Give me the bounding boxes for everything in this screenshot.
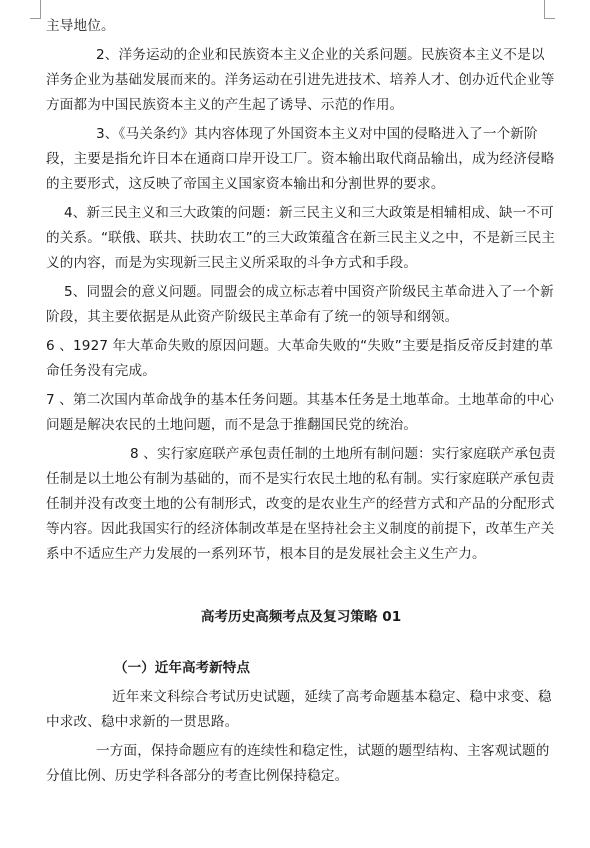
subsection-title: （一）近年高考新特点 xyxy=(114,660,250,676)
paragraph-continuation: 主导地位。 xyxy=(46,18,115,34)
paragraph-item-8: 8 、实行家庭联产承包责任制的土地所有制问题：实行家庭联产承包责任制是以土地公有制为基础的，而不是实行农民土地的私有制。实行家庭联产承包责任制并没有改变土地的公有制形式，改变的是农业生产的经营方式和产品的分配形式等内容。因此我国实行的经济体制改革是在坚持社会主义制度的前提下，改革生产关系中不适应生产力发展的一系列环节，根本目的是发展社会主义生产力。 xyxy=(46,446,556,562)
section-paragraph-2: 一方面，保持命题应有的连续性和稳定性，试题的题型结构、主客观试题的分值比例、历史学科各部分的考查比例保持稳定。 xyxy=(46,743,550,784)
paragraph-item-7: 7 、第二次国内革命战争的基本任务问题。其基本任务是土地革命。土地革命的中心问题是解决农民的土地问题，而不是急于推翻国民党的统治。 xyxy=(46,392,555,433)
section-paragraph-1: 近年来文科综合考试历史试题，延续了高考命题基本稳定、稳中求变、稳中求改、稳中求新的一贯思路。 xyxy=(46,689,552,730)
section-title: 高考历史高频考点及复习策略 01 xyxy=(200,609,402,625)
paragraph-item-5: 5、同盟会的意义问题。同盟会的成立标志着中国资产阶级民主革命进入了一个新阶段，其主要依据是从此资产阶级民主革命有了统一的领导和纲领。 xyxy=(46,284,554,325)
paragraph-item-4: 4、新三民主义和三大政策的问题：新三民主义和三大政策是相辅相成、缺一不可的关系。“联俄、联共、扶助农工”的三大政策蕴含在新三民主义之中，不是新三民主义的内容，而是为实现新三民主义所采取的斗争方式和手段。 xyxy=(46,205,556,271)
paragraph-item-6: 6 、1927 年大革命失败的原因问题。大革命失败的“失败”主要是指反帝反封建的革命任务没有完成。 xyxy=(46,338,554,379)
document-body xyxy=(46,14,556,789)
paragraph-item-2: 2、洋务运动的企业和民族资本主义企业的关系问题。民族资本主义不是以洋务企业为基础发展而来的。洋务运动在引进先进技术、培养人才、创办近代企业等方面都为中国民族资本主义的产生起了诱导、示范的作用。 xyxy=(46,47,555,113)
crop-mark-top-left xyxy=(30,0,41,19)
paragraph-item-3: 3、《马关条约》其内容体现了外国资本主义对中国的侵略进入了一个新阶段，主要是指允许日本在通商口岸开设工厂。资本输出取代商品输出，成为经济侵略的主要形式，这反映了帝国主义国家资本输出和分割世界的要求。 xyxy=(46,126,555,192)
